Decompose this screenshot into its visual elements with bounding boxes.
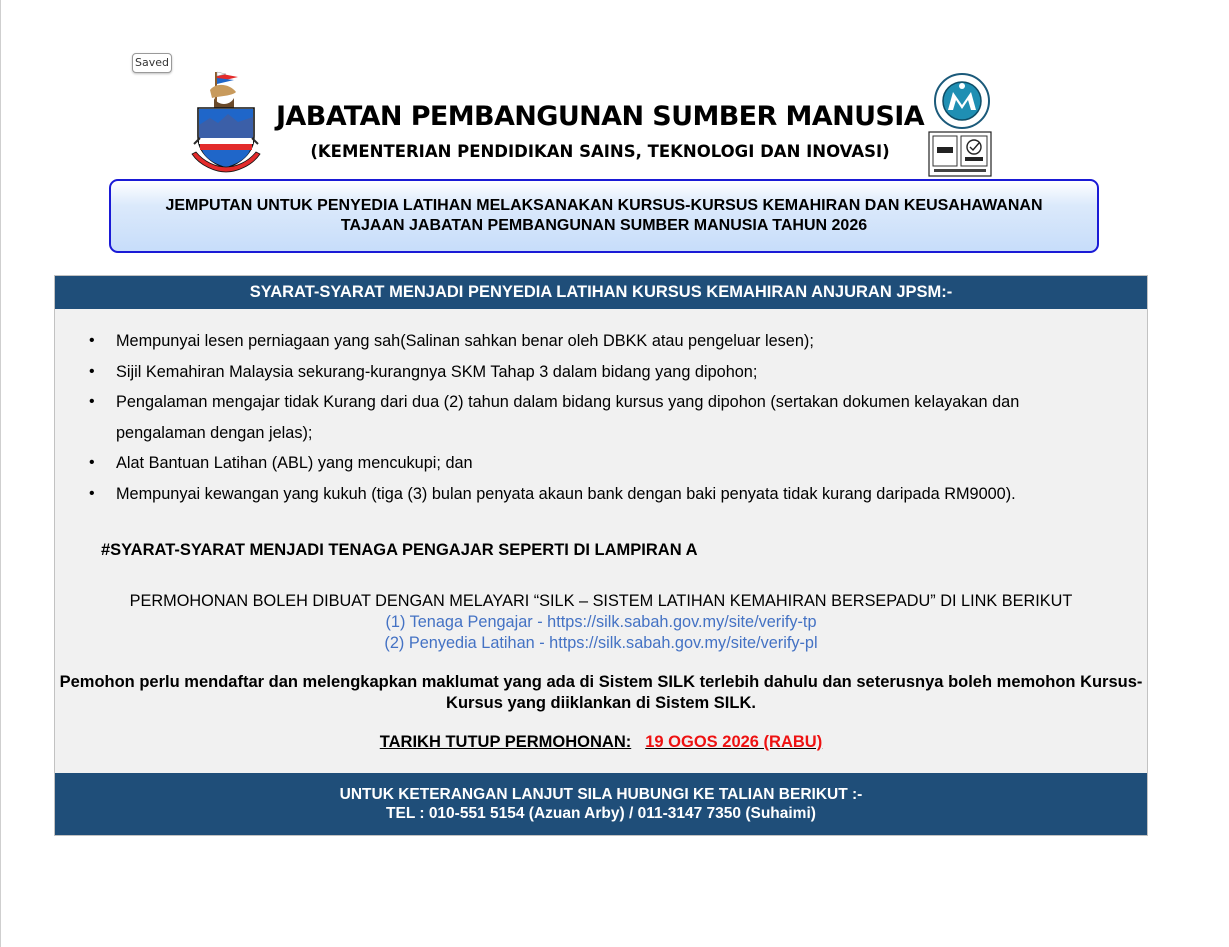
- contact-phone: TEL : 010-551 5154 (Azuan Arby) / 011-3147 7350 (Suhaimi): [386, 805, 816, 822]
- contact-footer: [55, 773, 1147, 835]
- page-title: JABATAN PEMBANGUNAN SUMBER MANUSIA: [275, 101, 924, 132]
- deadline-date: 19 OGOS 2026 (RABU): [645, 733, 823, 751]
- requirement-text: Pengalaman mengajar tidak Kurang dari dua (2) tahun dalam bidang kursus yang dipohon (sertakan dokumen kelayakan dan pengalaman dengan jelas);: [116, 393, 1020, 442]
- lrqa-ukas-cert-icon: [928, 131, 992, 177]
- requirement-text: Sijil Kemahiran Malaysia sekurang-kurangnya SKM Tahap 3 dalam bidang yang dipohon;: [116, 362, 758, 381]
- bullet-icon: •: [89, 454, 95, 471]
- invitation-line-2: TAJAAN JABATAN PEMBANGUNAN SUMBER MANUSIA TAHUN 2026: [340, 217, 868, 234]
- requirements-list: [89, 326, 1109, 509]
- silk-link-tenaga-pengajar[interactable]: (1) Tenaga Pengajar - https://silk.sabah.gov.my/site/verify-tp: [385, 613, 817, 631]
- invitation-line-1: JEMPUTAN UNTUK PENYEDIA LATIHAN MELAKSANAKAN KURSUS-KURSUS KEMAHIRAN DAN KEUSAHAWANAN: [165, 197, 1043, 214]
- deadline-label: TARIKH TUTUP PERMOHONAN:: [379, 733, 632, 751]
- bullet-icon: •: [89, 332, 95, 349]
- list-item: [89, 448, 1109, 479]
- requirement-text: Mempunyai lesen perniagaan yang sah(Salinan sahkan benar oleh DBKK atau pengeluar lesen);: [116, 332, 814, 350]
- saved-status-badge: Saved: [132, 53, 172, 73]
- sabah-crest-icon: [190, 68, 262, 174]
- list-item: [89, 357, 1109, 388]
- list-item: [89, 387, 1109, 448]
- bullet-icon: •: [89, 393, 95, 410]
- requirement-text: Alat Bantuan Latihan (ABL) yang mencukupi; dan: [116, 454, 473, 472]
- requirement-text: Mempunyai kewangan yang kukuh (tiga (3) bulan penyata akaun bank dengan baki penyata tidak kurang daripada RM9000).: [116, 484, 1016, 503]
- jpsm-logo-icon: [926, 72, 998, 130]
- list-item: [89, 326, 1109, 357]
- contact-line-1: UNTUK KETERANGAN LANJUT SILA HUBUNGI KE TALIAN BERIKUT :-: [339, 786, 863, 803]
- application-intro: PERMOHONAN BOLEH DIBUAT DENGAN MELAYARI “SILK – SISTEM LATIHAN KEMAHIRAN BERSEPADU” DI LINK BERIKUT: [129, 592, 1073, 610]
- requirements-heading: SYARAT-SYARAT MENJADI PENYEDIA LATIHAN KURSUS KEMAHIRAN ANJURAN JPSM:-: [55, 276, 1147, 309]
- requirements-panel: [54, 275, 1148, 836]
- bullet-icon: •: [89, 362, 95, 380]
- application-info: [55, 591, 1147, 654]
- invitation-banner: [109, 179, 1099, 253]
- lampiran-note: #SYARAT-SYARAT MENJADI TENAGA PENGAJAR SEPERTI DI LAMPIRAN A: [101, 541, 698, 559]
- ministry-subtitle: (KEMENTERIAN PENDIDIKAN SAINS, TEKNOLOGI DAN INOVASI): [310, 142, 890, 161]
- window-edge: [0, 0, 1, 947]
- list-item: [89, 479, 1109, 510]
- silk-link-penyedia-latihan[interactable]: (2) Penyedia Latihan - https://silk.sabah.gov.my/site/verify-pl: [384, 634, 818, 652]
- deadline: [55, 733, 1147, 752]
- registration-note: Pemohon perlu mendaftar dan melengkapkan maklumat yang ada di Sistem SILK terlebih dahulu dan seterusnya boleh memohon Kursus-Kursus yang diiklankan di Sistem SILK.: [59, 673, 1143, 712]
- bullet-icon: •: [89, 484, 95, 502]
